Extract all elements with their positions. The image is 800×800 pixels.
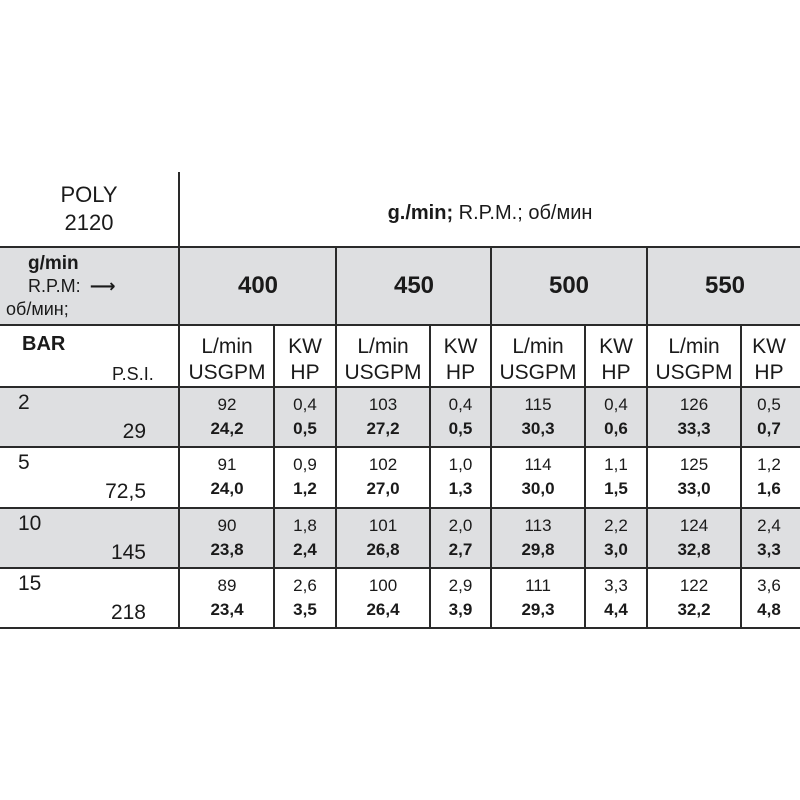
cell-hp: 1,6 [757,479,781,498]
cell-hp: 1,2 [293,479,317,498]
rpm-500: 500 [548,272,590,299]
cell-kw: 2,4 [757,516,781,535]
row-psi-value: 145 [110,541,146,564]
cell-hp: 2,4 [293,540,317,559]
cell-usgpm: 33,3 [677,419,711,438]
hp-label: HP [601,361,631,384]
cell-lmin: 111 [525,576,551,595]
cell-usgpm: 33,0 [677,479,711,498]
cell-lmin: 115 [524,395,552,414]
col-500-power-unit [585,334,647,386]
divider-row-2 [0,507,800,509]
cell-lmin: 100 [368,576,398,595]
left-header-rpm [28,276,116,297]
units-header [180,202,800,225]
cell-kw: 0,4 [293,395,317,414]
cell-usgpm: 27,2 [366,419,400,438]
cell-kw: 1,8 [293,516,317,535]
divider-rpm-header [0,324,800,326]
kw-label: KW [443,335,478,358]
col-550-power-unit [741,334,797,386]
cell-lmin: 122 [679,576,709,595]
cell-kw: 3,3 [604,576,628,595]
cell-lmin: 103 [368,395,398,414]
cell-lmin: 126 [679,395,709,414]
lmin-label: L/min [201,335,253,358]
usgpm-label: USGPM [499,361,577,384]
lmin-label: L/min [512,335,564,358]
cell-lmin: 91 [217,455,237,474]
cell-usgpm: 30,0 [521,479,555,498]
units-header-gmin: g./min; [387,202,454,224]
hp-label: HP [290,361,320,384]
cell-hp: 1,5 [604,479,628,498]
cell-hp: 0,6 [604,419,628,438]
col-450-power-unit [430,334,491,386]
cell-kw: 0,4 [448,395,473,414]
divider-sub-450 [429,325,431,628]
cell-lmin: 113 [524,516,552,535]
cell-usgpm: 26,8 [366,540,400,559]
cell-usgpm: 32,2 [677,600,711,619]
divider-col-550 [646,247,648,628]
cell-kw: 3,6 [757,576,781,595]
divider-col-450 [335,247,337,628]
row-psi-value: 72,5 [105,480,146,503]
divider-top-header [0,246,800,248]
cell-hp: 3,5 [293,600,317,619]
col-400-flow-unit [180,334,274,386]
divider-row-1 [0,446,800,448]
cell-kw: 2,0 [448,516,473,535]
cell-hp: 3,0 [604,540,628,559]
cell-lmin: 124 [679,516,709,535]
cell-hp: 3,9 [448,600,473,619]
left-header-gmin: g/min [28,253,79,274]
divider-row-3 [0,567,800,569]
cell-kw: 2,6 [293,576,317,595]
kw-label: KW [599,335,633,358]
cell-hp: 2,7 [448,540,473,559]
cell-hp: 0,7 [757,419,781,438]
col-400-power-unit [274,334,336,386]
rpm-450: 450 [393,272,435,299]
hp-label: HP [445,361,476,384]
cell-kw: 1,0 [448,455,473,474]
usgpm-label: USGPM [344,361,422,384]
units-header-rest: R.P.M.; об/мин [458,202,593,224]
left-header-rpm-label: R.P.M: [28,276,81,296]
cell-kw: 2,2 [604,516,628,535]
cell-hp: 1,3 [448,479,473,498]
row-bar-value: 10 [18,512,42,535]
cell-hp: 4,4 [604,600,628,619]
cell-usgpm: 26,4 [366,600,400,619]
lmin-label: L/min [357,335,409,358]
cell-lmin: 90 [217,516,237,535]
hp-label: HP [754,361,784,384]
row-bar-value: 15 [18,572,42,595]
usgpm-label: USGPM [188,361,266,384]
col-500-flow-unit [491,334,585,386]
left-header-obmin: об/мин; [6,299,69,319]
cell-lmin: 114 [524,455,552,474]
cell-hp: 4,8 [757,600,781,619]
psi-label: P.S.I. [112,364,154,384]
cell-usgpm: 30,3 [521,419,555,438]
divider-units [0,386,800,388]
row-bar-value: 5 [18,451,30,474]
cell-hp: 0,5 [293,419,317,438]
divider-col-500 [490,247,492,628]
cell-usgpm: 23,8 [210,540,244,559]
rpm-550: 550 [704,272,746,299]
cell-kw: 0,5 [757,395,781,414]
model-name: POLY [60,182,118,207]
cell-usgpm: 29,8 [521,540,555,559]
lmin-label: L/min [668,335,720,358]
cell-hp: 0,5 [448,419,473,438]
rpm-400: 400 [237,272,279,299]
cell-usgpm: 24,2 [210,419,244,438]
cell-usgpm: 23,4 [210,600,244,619]
cell-kw: 0,4 [604,395,628,414]
divider-sub-500 [584,325,586,628]
col-550-flow-unit [647,334,741,386]
kw-label: KW [288,335,322,358]
cell-usgpm: 27,0 [366,479,400,498]
divider-bottom [0,627,800,629]
cell-usgpm: 32,8 [677,540,711,559]
cell-lmin: 101 [368,516,398,535]
bar-label: BAR [22,333,66,355]
cell-lmin: 92 [217,395,237,414]
cell-lmin: 89 [217,576,237,595]
row-bar-value: 2 [18,391,30,414]
cell-kw: 1,2 [757,455,781,474]
cell-lmin: 125 [679,455,709,474]
usgpm-label: USGPM [655,361,733,384]
model-number: 2120 [64,210,114,235]
cell-kw: 1,1 [604,455,628,474]
divider-title [178,172,180,628]
row-psi-value: 29 [122,420,146,443]
col-450-flow-unit [336,334,430,386]
cell-usgpm: 29,3 [521,600,555,619]
arrow-icon: ⟶ [89,276,116,296]
row-psi-value: 218 [110,601,146,624]
cell-kw: 2,9 [448,576,473,595]
divider-sub-400 [273,325,275,628]
cell-kw: 0,9 [293,455,317,474]
divider-sub-550 [740,325,742,628]
kw-label: KW [752,335,786,358]
cell-usgpm: 24,0 [210,479,244,498]
cell-lmin: 102 [368,455,398,474]
cell-hp: 3,3 [757,540,781,559]
